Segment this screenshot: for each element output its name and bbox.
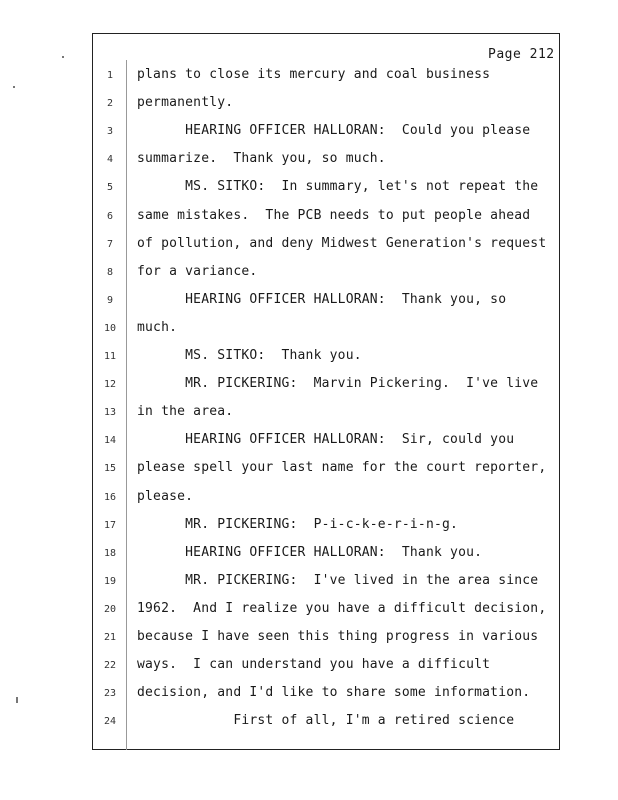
line-number: 11 bbox=[103, 351, 117, 362]
transcript-line bbox=[0, 348, 618, 368]
line-text: summarize. Thank you, so much. bbox=[137, 151, 386, 167]
line-number: 13 bbox=[103, 407, 117, 419]
transcript-line bbox=[0, 601, 618, 621]
line-text: 1962. And I realize you have a difficult decision, bbox=[137, 600, 547, 616]
line-number: 8 bbox=[106, 266, 114, 278]
transcript-line bbox=[0, 404, 618, 424]
line-number: 17 bbox=[103, 519, 117, 531]
line-number: 20 bbox=[103, 603, 117, 615]
line-text: ways. I can understand you have a difficult bbox=[137, 657, 491, 673]
line-number: 15 bbox=[103, 463, 117, 475]
line-number: 21 bbox=[103, 632, 117, 643]
line-number: 24 bbox=[103, 716, 117, 728]
transcript-line bbox=[0, 208, 618, 228]
line-number: 2 bbox=[106, 98, 114, 110]
transcript-line bbox=[0, 151, 618, 171]
line-number: 1 bbox=[106, 70, 114, 81]
line-number: 3 bbox=[106, 126, 114, 138]
line-text: MS. SITKO: In summary, let's not repeat the bbox=[137, 179, 539, 195]
transcript-line bbox=[0, 320, 618, 340]
transcript-line bbox=[0, 376, 618, 396]
line-text: MR. PICKERING: I've lived in the area since bbox=[137, 572, 539, 588]
line-text: of pollution, and deny Midwest Generation's request bbox=[137, 235, 547, 251]
line-text: much. bbox=[137, 319, 178, 335]
line-text: HEARING OFFICER HALLORAN: Sir, could you bbox=[137, 432, 515, 448]
transcript-line bbox=[0, 657, 618, 677]
transcript-line bbox=[0, 573, 618, 593]
page-number: Page 212 bbox=[488, 47, 555, 62]
transcript-line bbox=[0, 489, 618, 509]
transcript-line bbox=[0, 460, 618, 480]
line-text: in the area. bbox=[137, 404, 234, 420]
transcript-line bbox=[0, 179, 618, 199]
line-text: HEARING OFFICER HALLORAN: Thank you, so bbox=[137, 291, 507, 307]
line-text: First of all, I'm a retired science bbox=[137, 713, 515, 729]
transcript-line bbox=[0, 517, 618, 537]
line-text: decision, and I'd like to share some information. bbox=[137, 685, 531, 701]
line-number: 7 bbox=[106, 238, 114, 250]
line-text: plans to close its mercury and coal business bbox=[137, 67, 491, 82]
line-text: MS. SITKO: Thank you. bbox=[137, 348, 362, 363]
transcript-line bbox=[0, 685, 618, 705]
line-number: 23 bbox=[103, 688, 117, 700]
line-text: please. bbox=[137, 488, 194, 504]
line-text: because I have seen this thing progress in various bbox=[137, 629, 539, 644]
line-number: 5 bbox=[106, 182, 114, 194]
scan-speck bbox=[16, 697, 18, 703]
transcript-line bbox=[0, 264, 618, 284]
line-number: 9 bbox=[106, 294, 114, 306]
line-number: 22 bbox=[103, 660, 117, 672]
transcript-line bbox=[0, 629, 618, 649]
transcript-line bbox=[0, 713, 618, 733]
line-number: 14 bbox=[103, 435, 117, 447]
line-number: 16 bbox=[103, 491, 117, 503]
line-text: permanently. bbox=[137, 95, 234, 111]
line-number: 10 bbox=[103, 322, 117, 334]
line-text: HEARING OFFICER HALLORAN: Could you please bbox=[137, 123, 531, 139]
line-number: 19 bbox=[103, 575, 117, 587]
line-number: 6 bbox=[106, 210, 114, 222]
scan-speck bbox=[13, 86, 15, 88]
line-number: 4 bbox=[106, 154, 114, 166]
line-number: 18 bbox=[103, 547, 117, 559]
scan-speck bbox=[62, 56, 64, 58]
line-number: 12 bbox=[103, 379, 117, 391]
line-text: MR. PICKERING: Marvin Pickering. I've live bbox=[137, 376, 539, 392]
transcript-line bbox=[0, 236, 618, 256]
transcript-line bbox=[0, 292, 618, 312]
line-text: for a variance. bbox=[137, 263, 258, 279]
line-text: please spell your last name for the court reporter, bbox=[137, 460, 547, 476]
transcript-line bbox=[0, 95, 618, 115]
line-text: HEARING OFFICER HALLORAN: Thank you. bbox=[137, 544, 483, 560]
transcript-line bbox=[0, 432, 618, 452]
line-text: MR. PICKERING: P-i-c-k-e-r-i-n-g. bbox=[137, 516, 459, 532]
transcript-line bbox=[0, 67, 618, 87]
transcript-line bbox=[0, 545, 618, 565]
line-text: same mistakes. The PCB needs to put people ahead bbox=[137, 207, 531, 223]
transcript-line bbox=[0, 123, 618, 143]
